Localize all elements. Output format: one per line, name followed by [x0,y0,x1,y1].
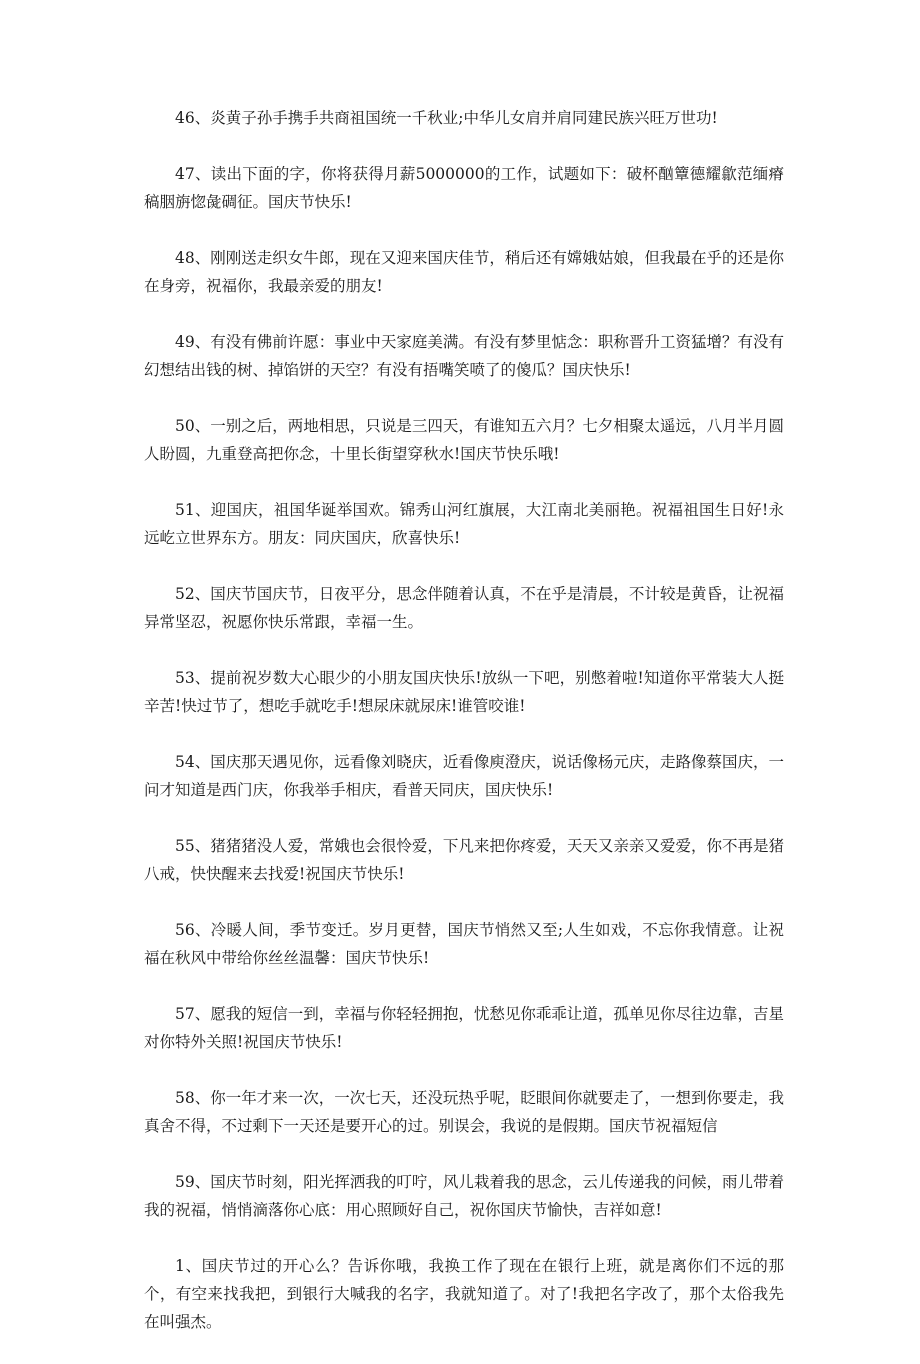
paragraph-50: 50、一别之后，两地相思，只说是三四天，有谁知五六月？七夕相聚太遥远，八月半月圆人盼圆，九重登高把你念，十里长街望穿秋水!国庆节快乐哦! [144,417,784,463]
paragraph-59: 59、国庆节时刻，阳光挥洒我的叮咛，风儿栽着我的思念，云儿传递我的问候，雨儿带着我的祝福，悄悄滴落你心底：用心照顾好自己，祝你国庆节愉快，吉祥如意! [144,1173,784,1219]
paragraph-57: 57、愿我的短信一到，幸福与你轻轻拥抱，忧愁见你乖乖让道，孤单见你尽往边靠，吉星对你特外关照!祝国庆节快乐! [144,1005,784,1051]
paragraph-54: 54、国庆那天遇见你，远看像刘晓庆，近看像庾澄庆，说话像杨元庆，走路像蔡国庆，一问才知道是西门庆，你我举手相庆，看普天同庆，国庆快乐! [144,753,784,799]
paragraph-47: 47、读出下面的字，你将获得月薪5000000的工作，试题如下：破杯酗簟德耀歙范缅瘠稿胭旃惚彘碉征。国庆节快乐! [144,165,784,211]
document-page [144,104,784,1364]
paragraph-53: 53、提前祝岁数大心眼少的小朋友国庆快乐!放纵一下吧，别憋着啦!知道你平常装大人挺辛苦!快过节了，想吃手就吃手!想尿床就尿床!谁管咬谁! [144,669,784,715]
paragraph-46: 46、炎黄子孙手携手共商祖国统一千秋业;中华儿女肩并肩同建民族兴旺万世功! [175,109,718,127]
paragraph-1: 1、国庆节过的开心么？告诉你哦，我换工作了现在在银行上班，就是离你们不远的那个，有空来找我把，到银行大喊我的名字，我就知道了。对了!我把名字改了，那个太俗我先在叫强杰。 [144,1257,784,1331]
paragraph-52: 52、国庆节国庆节，日夜平分，思念伴随着认真，不在乎是清晨，不计较是黄昏，让祝福异常坚忍，祝愿你快乐常跟，幸福一生。 [144,585,784,631]
paragraph-58: 58、你一年才来一次，一次七天，还没玩热乎呢，眨眼间你就要走了，一想到你要走，我真舍不得，不过剩下一天还是要开心的过。别误会，我说的是假期。国庆节祝福短信 [144,1089,784,1135]
paragraph-55: 55、猪猪猪没人爱，常娥也会很怜爱，下凡来把你疼爱，天天又亲亲又爱爱，你不再是猪八戒，快快醒来去找爱!祝国庆节快乐! [144,837,784,883]
paragraph-48: 48、刚刚送走织女牛郎，现在又迎来国庆佳节，稍后还有嫦娥姑娘，但我最在乎的还是你在身旁，祝福你，我最亲爱的朋友! [144,249,784,295]
paragraph-56: 56、冷暖人间，季节变迁。岁月更替，国庆节悄然又至;人生如戏，不忘你我情意。让祝福在秋风中带给你丝丝温馨：国庆节快乐! [144,921,784,967]
paragraph-49: 49、有没有佛前许愿：事业中天家庭美满。有没有梦里惦念：职称晋升工资猛增？有没有幻想结出钱的树、掉馅饼的天空？有没有捂嘴笑喷了的傻瓜？国庆快乐! [144,333,784,379]
paragraph-51: 51、迎国庆，祖国华诞举国欢。锦秀山河红旗展，大江南北美丽艳。祝福祖国生日好!永远屹立世界东方。朋友：同庆国庆，欣喜快乐! [144,501,784,547]
